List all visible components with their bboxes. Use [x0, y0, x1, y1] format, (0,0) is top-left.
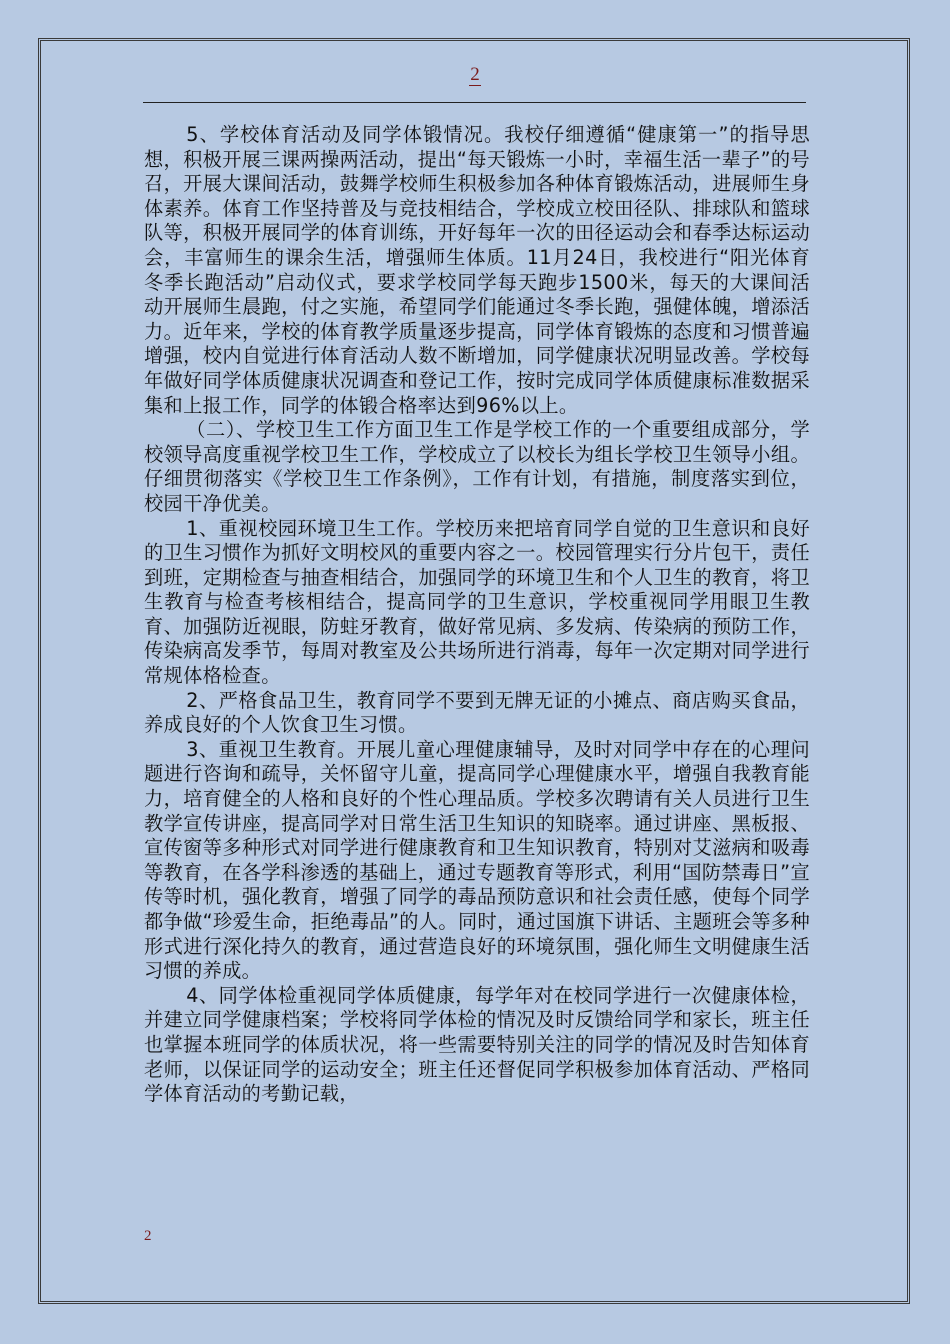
paragraph-hygiene-overview: （二）、学校卫生工作方面卫生工作是学校工作的一个重要组成部分，学校领导高度重视学校卫生工作，学校成立了以校长为组长学校卫生领导小组。仔细贯彻落实《学校卫生工作条例》，工作有计划，有措施，制度落实到位，校园干净优美。: [144, 418, 810, 515]
paragraph-food-hygiene: 2、严格食品卫生，教育同学不要到无牌无证的小摊点、商店购买食品，养成良好的个人饮食卫生习惯。: [144, 688, 810, 737]
footer-page-number: 2: [144, 1228, 152, 1244]
header-divider: [143, 102, 806, 103]
header-page-number-text: 2: [470, 64, 480, 85]
document-body: [144, 123, 810, 1107]
paragraph-campus-environment: 1、重视校园环境卫生工作。学校历来把培育同学自觉的卫生意识和良好的卫生习惯作为抓好文明校风的重要内容之一。校园管理实行分片包干，责任到班，定期检查与抽查相结合，加强同学的环境卫生和个人卫生的教育，将卫生教育与检查考核相结合，提高同学的卫生意识，学校重视同学用眼卫生教育、加强防近视眼，防蛀牙教育，做好常见病、多发病、传染病的预防工作，传染病高发季节，每周对教室及公共场所进行消毒，每年一次定期对同学进行常规体格检查。: [144, 516, 810, 688]
header-page-number: [0, 64, 950, 86]
paragraph-health-education: 3、重视卫生教育。开展儿童心理健康辅导，及时对同学中存在的心理问题进行咨询和疏导，关怀留守儿童，提高同学心理健康水平，增强自我教育能力，培育健全的人格和良好的个性心理品质。学校多次聘请有关人员进行卫生教学宣传讲座，提高同学对日常生活卫生知识的知晓率。通过讲座、黑板报、宣传窗等多种形式对同学进行健康教育和卫生知识教育，特别对艾滋病和吸毒等教育，在各学科渗透的基础上，通过专题教育等形式，利用“国防禁毒日”宣传等时机，强化教育，增强了同学的毒品预防意识和社会责任感，使每个同学都争做“珍爱生命，拒绝毒品”的人。同时，通过国旗下讲话、主题班会等多种形式进行深化持久的教育，通过营造良好的环境氛围，强化师生文明健康生活习惯的养成。: [144, 737, 810, 983]
paragraph-physical-exam: 4、同学体检重视同学体质健康，每学年对在校同学进行一次健康体检，并建立同学健康档案；学校将同学体检的情况及时反馈给同学和家长，班主任也掌握本班同学的体质状况，将一些需要特别关注的同学的情况及时告知体育老师，以保证同学的运动安全；班主任还督促同学积极参加体育活动、严格同学体育活动的考勤记载，: [144, 983, 810, 1106]
paragraph-sports-activities: 5、学校体育活动及同学体锻情况。我校仔细遵循“健康第一”的指导思想，积极开展三课两操两活动，提出“每天锻炼一小时，幸福生活一辈子”的号召，开展大课间活动，鼓舞学校师生积极参加各种体育锻炼活动，进展师生身体素养。体育工作坚持普及与竞技相结合，学校成立校田径队、排球队和篮球队等，积极开展同学的体育训练，开好每年一次的田径运动会和春季达标运动会，丰富师生的课余生活，增强师生体质。11月24日，我校进行“阳光体育冬季长跑活动”启动仪式，要求学校同学每天跑步1500米，每天的大课间活动开展师生晨跑，付之实施，希望同学们能通过冬季长跑，强健体魄，增添活力。近年来，学校的体育教学质量逐步提高，同学体育锻炼的态度和习惯普遍增强，校内自觉进行体育活动人数不断增加，同学健康状况明显改善。学校每年做好同学体质健康状况调查和登记工作，按时完成同学体质健康标准数据采集和上报工作，同学的体锻合格率达到96%以上。: [144, 123, 810, 417]
